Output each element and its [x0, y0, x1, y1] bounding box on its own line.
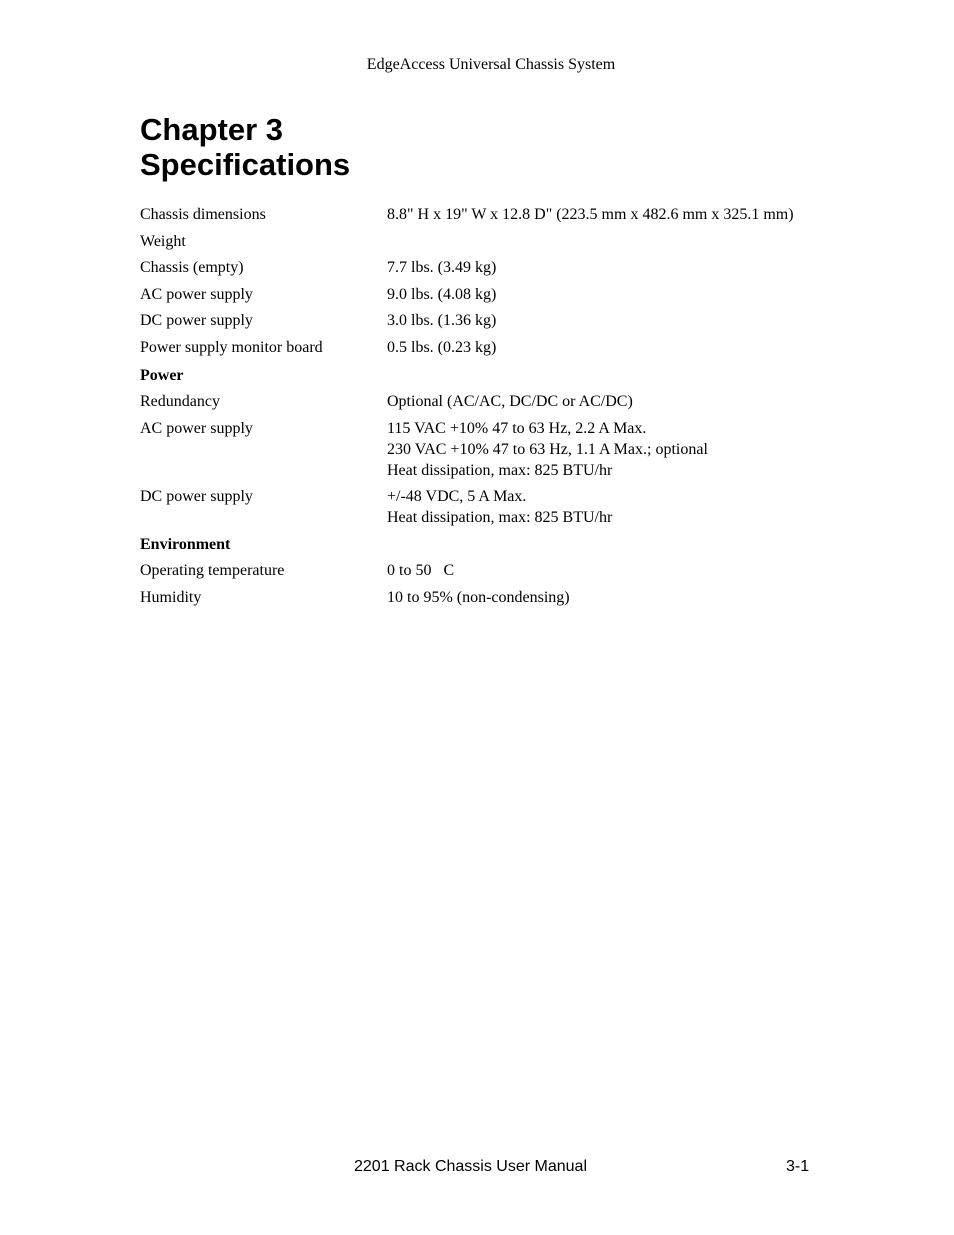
section-heading-power: Power	[140, 366, 184, 384]
spec-value: 3.0 lbs. (1.36 kg)	[387, 312, 497, 329]
spec-row-ac-weight	[140, 284, 840, 305]
running-header: EdgeAccess Universal Chassis System	[366, 56, 616, 73]
section-heading-environment: Environment	[140, 535, 231, 553]
spec-row-chassis-empty	[140, 257, 840, 278]
spec-value: Optional (AC/AC, DC/DC or AC/DC)	[387, 393, 633, 410]
spec-label: Redundancy	[140, 393, 220, 410]
spec-row-ac-power	[140, 418, 840, 481]
chapter-title	[140, 112, 350, 182]
spec-row-operating-temperature	[140, 560, 840, 581]
spec-row-weight	[140, 231, 840, 252]
spec-label: Chassis dimensions	[140, 206, 266, 223]
spec-value	[387, 418, 840, 481]
chapter-name: Specifications	[140, 147, 351, 182]
spec-label: DC power supply	[140, 312, 253, 329]
spec-row-dc-power	[140, 486, 840, 528]
spec-row-dc-weight	[140, 310, 840, 331]
spec-value	[387, 486, 840, 528]
spec-value: 8.8" H x 19" W x 12.8 D" (223.5 mm x 482.6 mm x 325.1 mm)	[387, 206, 794, 223]
spec-value-line: +/-48 VDC, 5 A Max.	[387, 488, 527, 505]
spec-label: AC power supply	[140, 419, 253, 437]
spec-row-humidity	[140, 587, 840, 608]
spec-value-line: Heat dissipation, max: 825 BTU/hr	[387, 461, 613, 479]
footer-page-number: 3-1	[786, 1158, 810, 1175]
spec-value: 10 to 95% (non-condensing)	[387, 588, 570, 606]
spec-label: Humidity	[140, 588, 202, 606]
spec-value: 0.5 lbs. (0.23 kg)	[387, 338, 497, 356]
spec-value: 7.7 lbs. (3.49 kg)	[387, 259, 497, 276]
spec-label: Operating temperature	[140, 562, 285, 579]
spec-label: Weight	[140, 232, 186, 250]
spec-value: 9.0 lbs. (4.08 kg)	[387, 285, 497, 303]
spec-value-line: Heat dissipation, max: 825 BTU/hr	[387, 509, 613, 526]
spec-row-chassis-dimensions	[140, 204, 840, 225]
spec-value-line: 115 VAC +10% 47 to 63 Hz, 2.2 A Max.	[387, 419, 647, 437]
spec-label: Power supply monitor board	[140, 338, 323, 356]
spec-value-line: 230 VAC +10% 47 to 63 Hz, 1.1 A Max.; optional	[387, 440, 708, 458]
spec-table	[140, 204, 840, 613]
spec-label: AC power supply	[140, 285, 253, 303]
spec-row-redundancy	[140, 391, 840, 412]
chapter-number: Chapter 3	[140, 112, 283, 147]
spec-label: Chassis (empty)	[140, 259, 244, 276]
spec-label: DC power supply	[140, 488, 253, 505]
spec-value: 0 to 50 C	[387, 562, 455, 579]
footer-manual-title: 2201 Rack Chassis User Manual	[354, 1158, 587, 1175]
spec-row-monitor-board	[140, 337, 840, 358]
